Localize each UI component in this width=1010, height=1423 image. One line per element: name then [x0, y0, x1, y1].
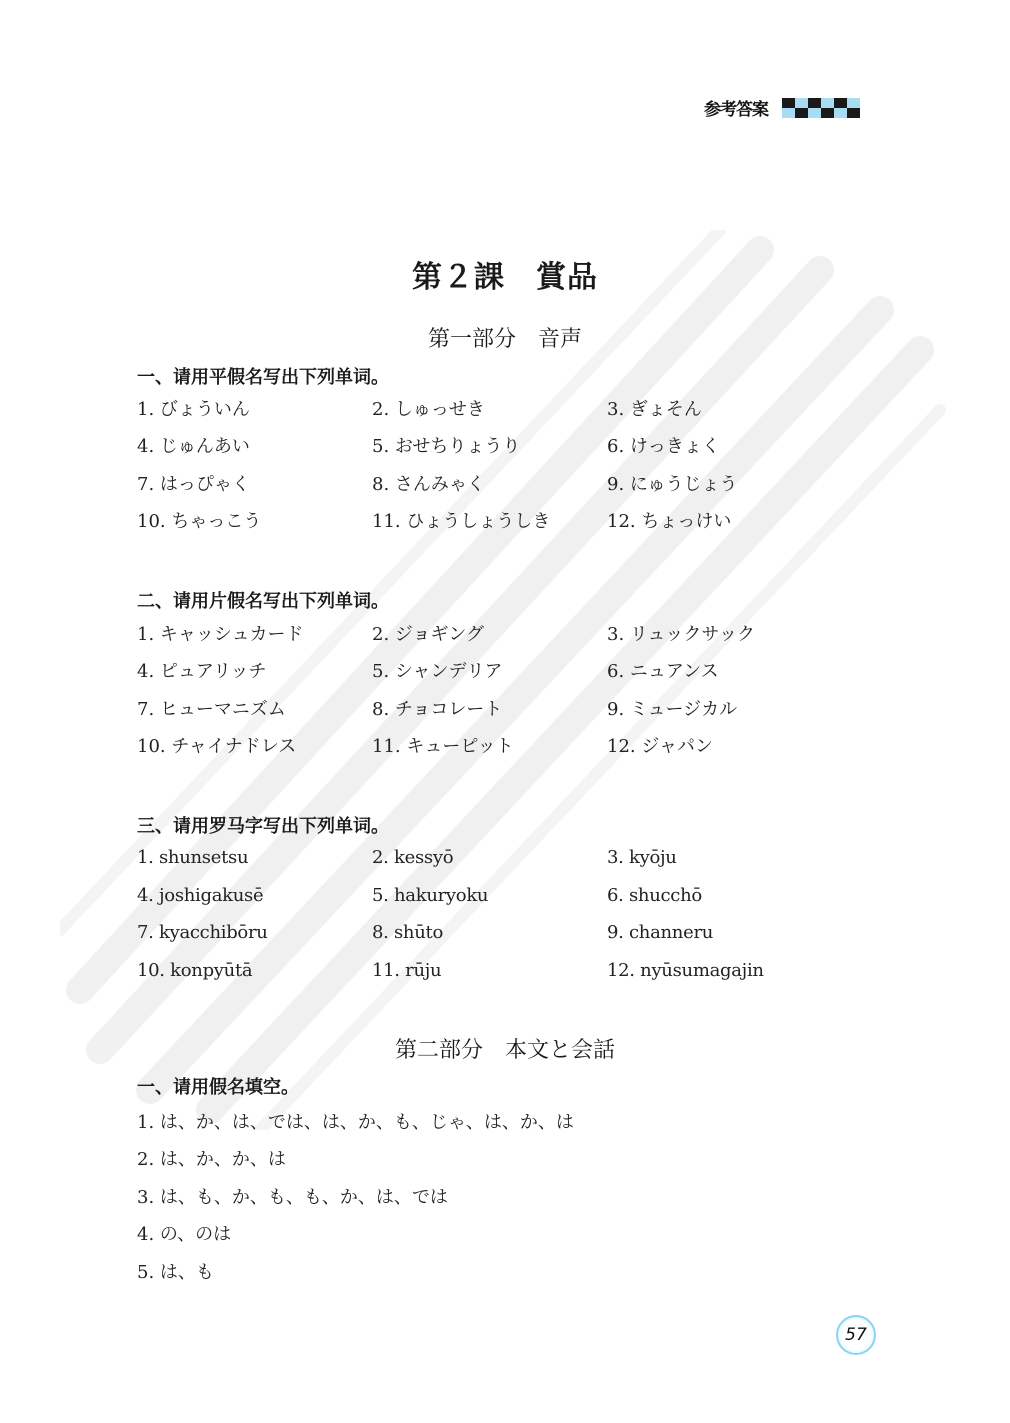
answer-item: 3. リュックサック [607, 623, 755, 645]
answer-item: 4. joshigakusē [137, 884, 264, 906]
answer-item: 5. シャンデリア [372, 661, 503, 683]
answer-row [137, 877, 837, 915]
answer-item: 8. さんみゃく [372, 473, 485, 495]
answer-item: 4. ピュアリッチ [137, 661, 267, 683]
answer-item: 6. ニュアンス [607, 661, 719, 683]
lesson-title: 第２課 賞品 [412, 260, 598, 295]
answer-item: 4. じゅんあい [137, 436, 250, 458]
section-romaji-title: 三、请用罗马字写出下列单词。 [137, 816, 389, 837]
answer-item: 3. ぎょそん [607, 398, 702, 420]
answer-item: 5. おせちりょうり [372, 436, 521, 458]
answer-item: 1. びょういん [137, 398, 250, 420]
answer-item: 1. shunsetsu [137, 847, 249, 869]
answer-item: 9. にゅうじょう [607, 473, 738, 495]
answer-row [137, 464, 837, 502]
answer-item: 10. konpyūtā [137, 959, 253, 981]
answer-item: 6. shucchō [607, 884, 702, 906]
answer-row [137, 952, 837, 990]
answer-row [137, 427, 837, 465]
answer-line: 5. は、も [137, 1261, 214, 1283]
answer-item: 7. kyacchibōru [137, 922, 268, 944]
answer-row [137, 502, 837, 540]
page-number: 57 [836, 1315, 876, 1355]
answer-item: 5. hakuryoku [372, 884, 489, 906]
answer-item: 10. チャイナドレス [137, 736, 297, 758]
answer-line: 4. の、のは [137, 1224, 232, 1246]
answer-item: 12. ちょっけい [607, 511, 732, 533]
header-title: 参考答案 [704, 100, 768, 120]
answer-line: 3. は、も、か、も、も、か、は、では [137, 1186, 448, 1208]
answer-item: 2. ジョギング [372, 623, 484, 645]
checker-decoration-icon [782, 98, 860, 118]
fill-kana-answer-list [137, 1102, 574, 1290]
romaji-answer-grid [137, 839, 837, 989]
answer-row [137, 652, 837, 690]
answer-line: 2. は、か、か、は [137, 1149, 286, 1171]
answer-item: 12. ジャパン [607, 736, 713, 758]
answer-item: 8. チョコレート [372, 698, 503, 720]
answer-item: 8. shūto [372, 922, 443, 944]
answer-item: 7. はっぴゃく [137, 473, 250, 495]
answer-item: 9. ミュージカル [607, 698, 738, 720]
answer-item: 9. channeru [607, 922, 714, 944]
part2-title: 第二部分 本文と会話 [394, 1038, 615, 1063]
answer-row [137, 614, 837, 652]
answer-row [137, 727, 837, 765]
answer-item: 6. けっきょく [607, 436, 720, 458]
section-hiragana-title: 一、请用平假名写出下列单词。 [137, 367, 389, 388]
hiragana-answer-grid [137, 389, 837, 539]
answer-item: 10. ちゃっこう [137, 511, 262, 533]
answer-row [137, 839, 837, 877]
section-fill-kana-title: 一、请用假名填空。 [137, 1077, 299, 1098]
answer-item: 11. ひょうしょうしき [372, 511, 551, 533]
answer-row [137, 689, 837, 727]
katakana-answer-grid [137, 614, 837, 764]
answer-line: 1. は、か、は、では、は、か、も、じゃ、は、か、は [137, 1111, 574, 1133]
answer-item: 1. キャッシュカード [137, 623, 304, 645]
page-header [704, 95, 860, 120]
answer-row [137, 914, 837, 952]
answer-item: 3. kyōju [607, 847, 677, 869]
answer-item: 2. kessyō [372, 847, 454, 869]
answer-item: 2. しゅっせき [372, 398, 485, 420]
section-katakana-title: 二、请用片假名写出下列单词。 [137, 591, 389, 612]
answer-item: 11. キューピット [372, 736, 514, 758]
answer-item: 7. ヒューマニズム [137, 698, 286, 720]
answer-item: 12. nyūsumagajin [607, 959, 764, 981]
answer-item: 11. rūju [372, 959, 442, 981]
answer-row [137, 389, 837, 427]
part1-title: 第一部分 音声 [427, 327, 582, 352]
